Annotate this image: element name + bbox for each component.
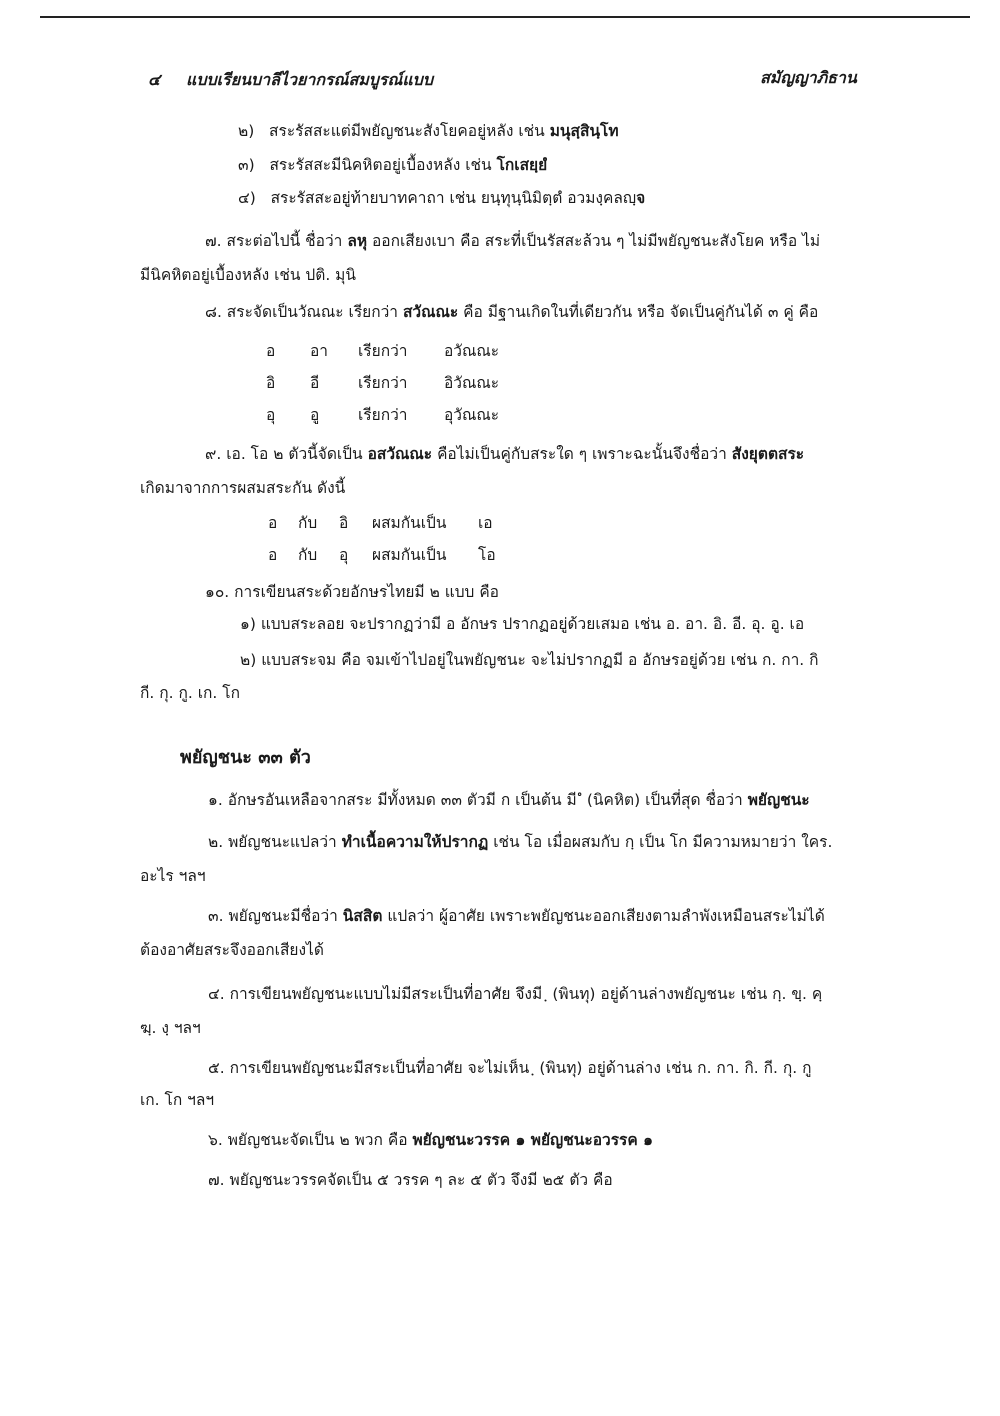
vowel-rule-10-1: ๑) แบบสระลอย จะปรากฏว่ามี อ อักษร ปรากฏอยู่ด้วยเสมอ เช่น อ. อา. อิ. อี. อุ. อู. เอ <box>240 615 805 633</box>
term-sanyutta: สังยุตตสระ <box>731 445 805 463</box>
consonant-rule-3 <box>208 906 825 926</box>
relation: ผสมกันเป็น <box>372 514 447 532</box>
term-groups: พยัญชนะวรรค ๑ พยัญชนะอวรรค ๑ <box>412 1131 653 1149</box>
relation: เรียกว่า <box>358 342 408 360</box>
consonant-rule-4-cont: ฆฺ. งฺ ฯลฯ <box>140 1019 201 1037</box>
vowel-rule-9 <box>205 444 804 464</box>
with-word: กับ <box>298 514 318 532</box>
rule-text: ๙. เอ. โอ ๒ ตัวนี้จัดเป็น <box>205 445 363 463</box>
vowel-1: อ <box>266 342 276 360</box>
rule-text: เช่น โอ เมื่อผสมกับ กฺ เป็น โก มีความหมายว่า ใคร. <box>493 833 833 851</box>
book-title: แบบเรียนบาลีไวยากรณ์สมบูรณ์แบบ <box>186 70 433 89</box>
rule-text: ๓. พยัญชนะมีชื่อว่า <box>208 907 338 925</box>
vowel-1: อิ <box>266 374 276 392</box>
top-rule <box>40 16 970 18</box>
rule-text: ๖. พยัญชนะจัดเป็น ๒ พวก คือ <box>208 1131 408 1149</box>
consonant-rule-2-cont: อะไร ฯลฯ <box>140 867 206 885</box>
vowel-rule-10-2: ๒) แบบสระจม คือ จมเข้าไปอยู่ในพยัญชนะ จะไม่ปรากฏมี อ อักษรอยู่ด้วย เช่น ก. กา. กิ <box>240 651 819 669</box>
sub-item-text: สระรัสสะแต่มีพยัญชนะสังโยคอยู่หลัง เช่น <box>269 122 545 140</box>
relation: ผสมกันเป็น <box>372 546 447 564</box>
rule-text: ๑. อักษรอันเหลือจากสระ มีทั้งหมด ๓๓ ตัวมี ก เป็นต้น มี ํ (นิคหิต) เป็นที่สุด ชื่อว่า <box>208 791 743 809</box>
relation: เรียกว่า <box>358 374 408 392</box>
vowel-rule-8 <box>205 302 818 322</box>
example-word: โกเสยฺยํ <box>496 156 548 174</box>
vowel-b: อิ <box>339 514 349 532</box>
sub-item-number: ๓) <box>238 156 255 174</box>
term-meaning: ทำเนื้อความให้ปรากฏ <box>341 833 489 851</box>
vowel-rule-9-cont: เกิดมาจากการผสมสระกัน ดังนี้ <box>140 479 346 497</box>
rule-text: แปลว่า ผู้อาศัย เพราะพยัญชนะออกเสียงตามลำพังเหมือนสระไม่ได้ <box>387 907 825 925</box>
vowel-a: อ <box>268 514 278 532</box>
sub-item-2 <box>238 121 619 141</box>
group-name: อวัณณะ <box>444 342 500 360</box>
with-word: กับ <box>298 546 318 564</box>
rule-text: ออกเสียงเบา คือ สระที่เป็นรัสสะล้วน ๆ ไม่มีพยัญชนะสังโยค หรือ ไม่ <box>371 232 821 250</box>
vowel-rule-7 <box>205 231 820 251</box>
rule-text: ๘. สระจัดเป็นวัณณะ เรียกว่า <box>205 303 399 321</box>
group-name: อุวัณณะ <box>444 406 500 424</box>
example-word: มนุสฺสินฺโท <box>549 122 619 140</box>
consonant-rule-4: ๔. การเขียนพยัญชนะแบบไม่มีสระเป็นที่อาศัย จึงมี ฺ (พินทุ) อยู่ด้านล่างพยัญชนะ เช่น กฺ. ขฺ. คฺ <box>208 985 823 1003</box>
vowel-2: อู <box>310 406 320 424</box>
chapter-title: สมัญญาภิธาน <box>760 68 857 87</box>
sub-item-3 <box>238 155 547 175</box>
consonant-rule-5: ๕. การเขียนพยัญชนะมีสระเป็นที่อาศัย จะไม่เห็น ฺ (พินทุ) อยู่ด้านล่าง เช่น ก. กา. กิ. กี. กุ. กู <box>208 1059 812 1077</box>
vowel-1: อุ <box>266 406 276 424</box>
rule-text: คือไม่เป็นคู่กับสระใด ๆ เพราะฉะนั้นจึงชื่อว่า <box>437 445 727 463</box>
group-name: อิวัณณะ <box>444 374 500 392</box>
consonant-rule-7: ๗. พยัญชนะวรรคจัดเป็น ๕ วรรค ๆ ละ ๕ ตัว จึงมี ๒๕ ตัว คือ <box>208 1171 613 1189</box>
vowel-rule-10: ๑๐. การเขียนสระด้วยอักษรไทยมี ๒ แบบ คือ <box>205 583 499 601</box>
rule-text: คือ มีฐานเกิดในที่เดียวกัน หรือ จัดเป็นคู่กันได้ ๓ คู่ คือ <box>463 303 819 321</box>
example-word: จ <box>636 189 646 207</box>
consonant-rule-3-cont: ต้องอาศัยสระจึงออกเสียงได้ <box>140 941 324 959</box>
sub-item-text: สระรัสสะอยู่ท้ายบาทคาถา เช่น ยนฺทุนฺนิมิตฺตํ อวมงฺคลญฺ <box>270 189 637 207</box>
consonant-rule-5-cont: เก. โก ฯลฯ <box>140 1091 215 1109</box>
vowel-a: อ <box>268 546 278 564</box>
vowel-b: อุ <box>339 546 349 564</box>
vowel-rule-7-cont: มีนิคหิตอยู่เบื้องหลัง เช่น ปติ. มุนิ <box>140 266 356 284</box>
sub-item-number: ๔) <box>238 189 256 207</box>
vowel-2: อา <box>310 342 329 360</box>
term-asavanna: อสวัณณะ <box>367 445 433 463</box>
term-byanchana: พยัญชนะ <box>747 791 810 809</box>
rule-text: ๗. สระต่อไปนี้ ชื่อว่า <box>205 232 343 250</box>
section-heading: พยัญชนะ ๓๓ ตัว <box>180 747 311 768</box>
sub-item-text: สระรัสสะมีนิคหิตอยู่เบื้องหลัง เช่น <box>269 156 492 174</box>
vowel-2: อี <box>310 374 320 392</box>
term-savanna: สวัณณะ <box>402 303 459 321</box>
term-lahu: ลหุ <box>347 232 368 250</box>
page-number: ๔ <box>148 70 161 89</box>
term-nissita: นิสสิต <box>342 907 383 925</box>
relation: เรียกว่า <box>358 406 408 424</box>
sub-item-number: ๒) <box>238 122 255 140</box>
sub-item-4 <box>238 188 645 208</box>
consonant-rule-1 <box>208 790 810 810</box>
result: เอ <box>478 514 493 532</box>
consonant-rule-6 <box>208 1130 653 1150</box>
result: โอ <box>478 546 496 564</box>
vowel-rule-10-2-cont: กี. กุ. กู. เก. โก <box>140 684 240 702</box>
rule-text: ๒. พยัญชนะแปลว่า <box>208 833 337 851</box>
consonant-rule-2 <box>208 832 832 852</box>
